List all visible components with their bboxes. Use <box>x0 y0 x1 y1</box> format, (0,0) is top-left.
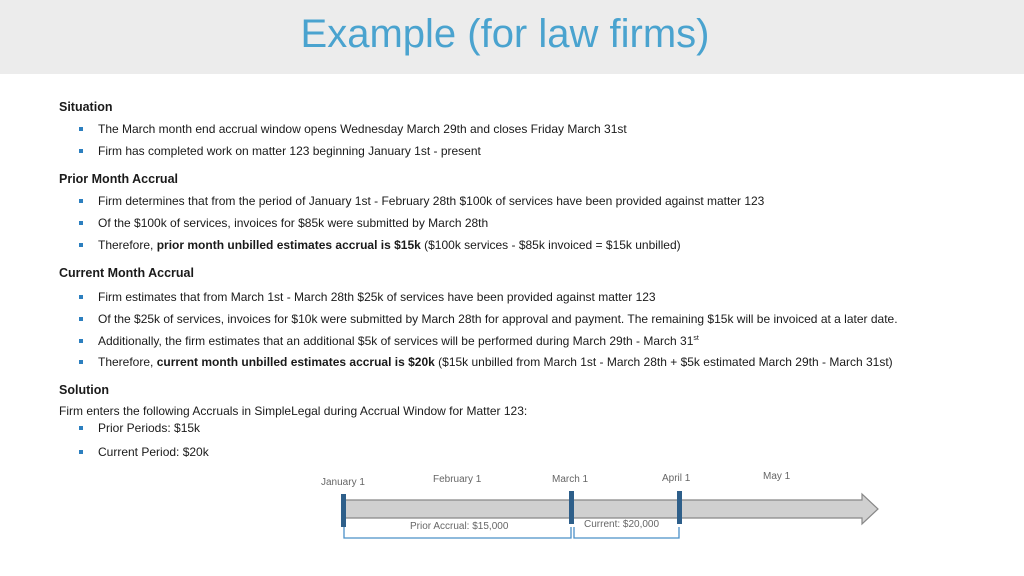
solution-heading: Solution <box>59 383 109 397</box>
marker-april <box>677 491 682 524</box>
label-february: February 1 <box>433 474 482 485</box>
label-march: March 1 <box>552 474 589 485</box>
label-may: May 1 <box>763 471 791 482</box>
prior-accrual-emphasis: prior month unbilled estimates accrual is $15k <box>156 238 421 252</box>
current-accrual-label: Current: $20,000 <box>584 519 660 530</box>
situation-heading: Situation <box>59 100 113 114</box>
current-accrual-emphasis: current month unbilled estimates accrual is $20k <box>156 355 435 369</box>
current-heading: Current Month Accrual <box>59 266 194 280</box>
marker-march <box>569 491 574 524</box>
solution-intro: Firm enters the following Accruals in SimpleLegal during Accrual Window for Matter 123: <box>59 404 528 418</box>
marker-january <box>341 494 346 527</box>
prior-heading: Prior Month Accrual <box>59 172 178 186</box>
prior-accrual-label: Prior Accrual: $15,000 <box>410 521 509 532</box>
label-january: January 1 <box>321 477 365 488</box>
slide-title: Example (for law firms) <box>300 12 710 56</box>
label-april: April 1 <box>662 473 691 484</box>
